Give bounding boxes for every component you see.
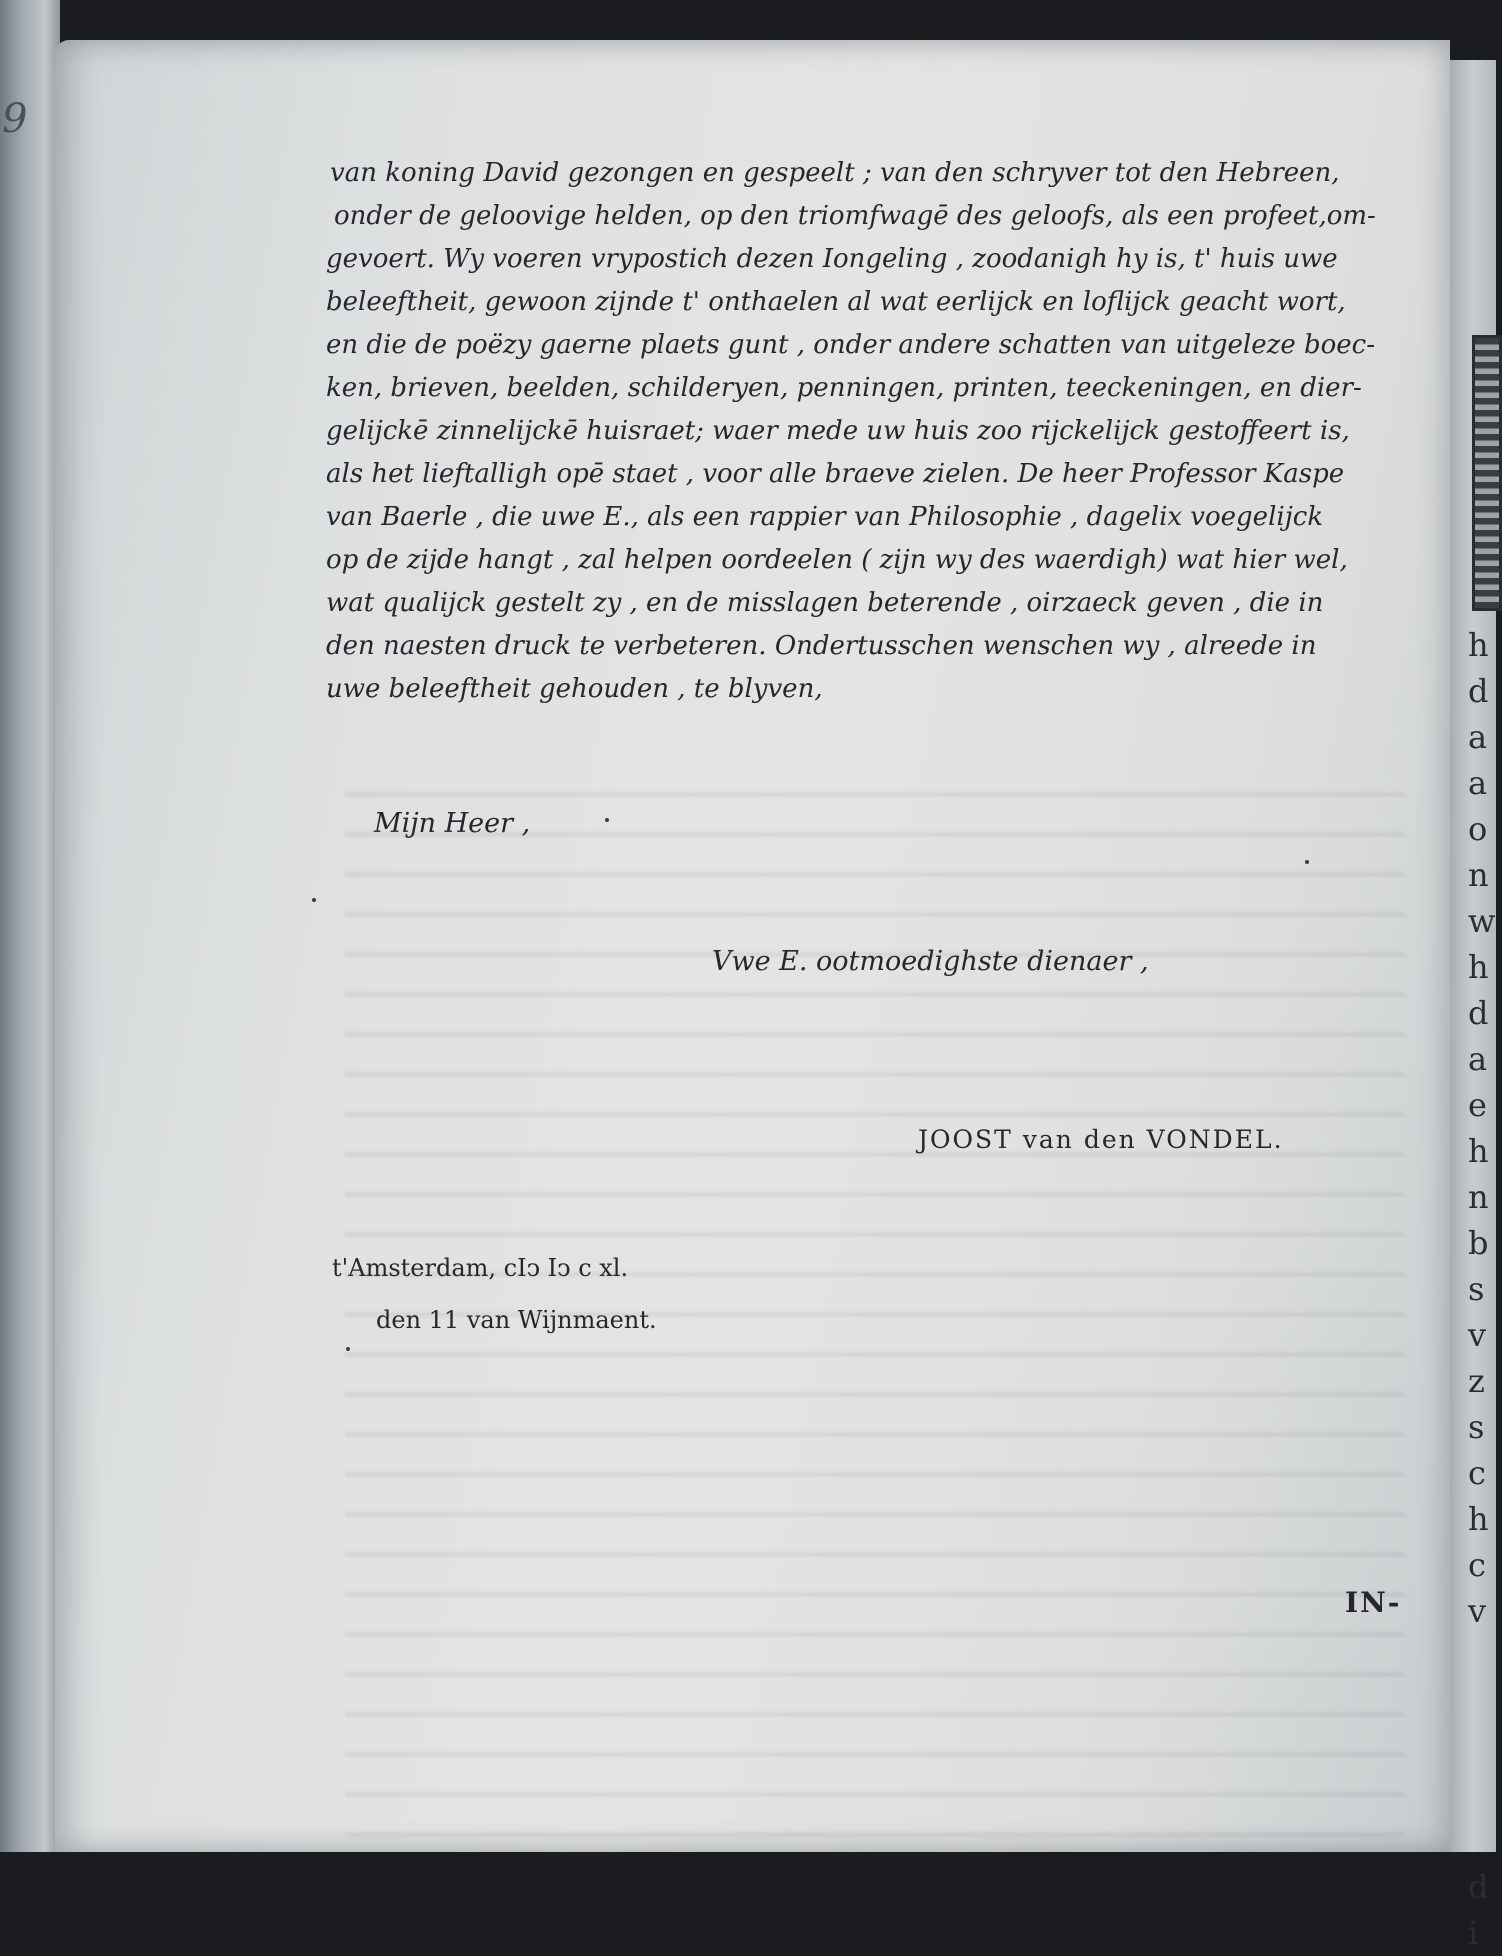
facing-page-letter	[1468, 1772, 1495, 1818]
signature: JOOST van den VONDEL.	[918, 1125, 1284, 1154]
place-date: t'Amsterdam, cIↄ Iↄ c xl.	[332, 1254, 629, 1282]
facing-page-letter: d	[1468, 994, 1489, 1032]
letter-body	[326, 152, 1446, 711]
facing-page-letter: n	[1468, 1178, 1489, 1216]
text-line: uwe beleeftheit gehouden , te blyven,	[326, 674, 823, 704]
facing-page-letter: h	[1468, 1500, 1489, 1538]
closing-line: Vwe E. ootmoedighste dienaer ,	[712, 946, 1149, 977]
facing-page-letter: z	[1468, 1362, 1485, 1400]
day-month: den 11 van Wijnmaent.	[376, 1306, 657, 1334]
facing-page-letter: n	[1468, 856, 1489, 894]
facing-page-letter	[1468, 1634, 1495, 1680]
facing-page-letter: o	[1468, 810, 1488, 848]
facing-page-letter: s	[1468, 1408, 1485, 1446]
facing-page-letter: d	[1468, 1868, 1489, 1906]
text-line: van koning David gezongen en gespeelt ; van den schryver tot den Hebreen,	[330, 158, 1340, 188]
text-line: gelijckē zinnelijckē huisraet; waer mede uw huis zoo rijckelijck gestoffeert is,	[326, 416, 1350, 446]
facing-page-letter: h	[1468, 948, 1489, 986]
facing-page-letter: a	[1468, 1040, 1488, 1078]
facing-page-letter: b	[1468, 1224, 1489, 1262]
text-line: en die de poëzy gaerne plaets gunt , onder andere schatten van uitgeleze boec-	[326, 330, 1376, 360]
ink-speck	[346, 1347, 350, 1351]
text-line: ken, brieven, beelden, schilderyen, penningen, printen, teeckeningen, en dier-	[326, 373, 1362, 403]
text-line: wat qualijck gestelt zy , en de misslagen beterende , oirzaeck geven , die in	[326, 588, 1324, 618]
margin-pencil-mark: 9	[2, 96, 28, 142]
text-line: op de zijde hangt , zal helpen oordeelen ( zijn wy des waerdigh) wat hier wel,	[326, 545, 1348, 575]
facing-page-letter: a	[1468, 718, 1488, 756]
facing-page-letter	[1468, 1818, 1495, 1864]
facing-page-letters	[1468, 622, 1495, 1956]
facing-page-letter: a	[1468, 764, 1488, 802]
facing-page-letter: s	[1468, 1270, 1485, 1308]
facing-page-letter: c	[1468, 1546, 1486, 1584]
facing-page-letter: h	[1468, 626, 1489, 664]
text-line: als het lieftalligh opē staet , voor alle braeve zielen. De heer Professor Kaspe	[326, 459, 1345, 489]
text-line: den naesten druck te verbeteren. Ondertusschen wenschen wy , alreede in	[326, 631, 1317, 661]
ink-speck	[1305, 860, 1309, 864]
catchword: IN-	[1345, 1586, 1402, 1619]
facing-page-edge	[1450, 60, 1496, 1952]
text-line: gevoert. Wy voeren vrypostich dezen Iongeling , zoodanigh hy is, t' huis uwe	[326, 244, 1338, 274]
facing-page-letter: h	[1468, 1132, 1489, 1170]
text-line: onder de geloovige helden, op den triomfwagē des geloofs, als een profeet,om-	[334, 201, 1376, 231]
facing-page-letter: d	[1468, 672, 1489, 710]
previous-page-edge	[0, 0, 60, 1852]
facing-page-letter: e	[1468, 1086, 1487, 1124]
ornament-border	[1472, 335, 1502, 611]
facing-page-letter	[1468, 1726, 1495, 1772]
facing-page-letter: w	[1468, 902, 1496, 940]
ink-speck	[605, 818, 609, 822]
ink-speck	[312, 898, 316, 902]
facing-page-letter: c	[1468, 1454, 1486, 1492]
facing-page-letter: v	[1468, 1316, 1487, 1354]
facing-page-letter	[1468, 1680, 1495, 1726]
salutation: Mijn Heer ,	[374, 808, 531, 839]
text-line: beleeftheit, gewoon zijnde t' onthaelen al wat eerlijck en loflijck geacht wort,	[326, 287, 1346, 317]
facing-page-letter: i	[1468, 1914, 1479, 1952]
facing-page-letter: v	[1468, 1592, 1487, 1630]
text-line: van Baerle , die uwe E., als een rappier van Philosophie , dagelix voegelijck	[326, 502, 1324, 532]
